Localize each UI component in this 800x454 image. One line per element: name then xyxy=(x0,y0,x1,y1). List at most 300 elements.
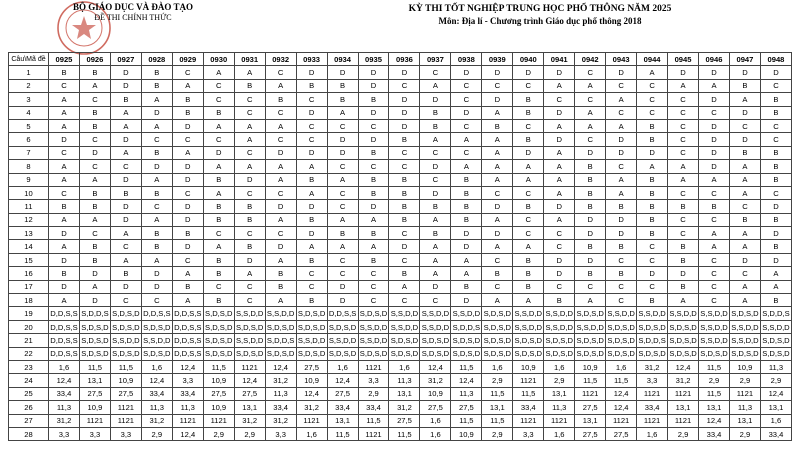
answer-cell: C xyxy=(420,66,451,79)
answer-cell: 1121 xyxy=(358,427,389,440)
answer-cell: D xyxy=(327,133,358,146)
answer-cell: D xyxy=(575,227,606,240)
table-row xyxy=(9,119,792,132)
answer-cell: 2,9 xyxy=(729,427,760,440)
answer-cell: A xyxy=(265,173,296,186)
ministry-name: BỘ GIÁO DỤC VÀ ĐÀO TẠO xyxy=(73,2,193,12)
answer-cell: D xyxy=(451,227,482,240)
answer-cell: B xyxy=(699,200,730,213)
question-number: 21 xyxy=(9,334,49,347)
answer-cell: C xyxy=(389,294,420,307)
answer-cell: D xyxy=(110,200,141,213)
answer-cell: D xyxy=(79,294,110,307)
answer-cell: D,D,S,S xyxy=(141,307,172,320)
answer-cell: 13,1 xyxy=(482,401,513,414)
answer-cell: B xyxy=(575,240,606,253)
answer-cell: 11,3 xyxy=(729,401,760,414)
answer-cell: S,D,S,D xyxy=(668,334,699,347)
answer-cell: D xyxy=(575,253,606,266)
answer-cell: D xyxy=(699,119,730,132)
answer-cell: C xyxy=(358,119,389,132)
answer-cell: 11,5 xyxy=(482,414,513,427)
answer-cell: A xyxy=(668,173,699,186)
answer-cell: B xyxy=(49,66,80,79)
answer-cell: D,D,S,S xyxy=(172,334,203,347)
answer-cell: A xyxy=(729,280,760,293)
answer-cell: B xyxy=(760,106,791,119)
answer-cell: D xyxy=(513,146,544,159)
answer-cell: D xyxy=(265,200,296,213)
answer-cell: B xyxy=(296,79,327,92)
answer-cell: A xyxy=(544,213,575,226)
answer-cell: C xyxy=(327,160,358,173)
answer-cell: S,D,S,D xyxy=(203,307,234,320)
answer-cell: A xyxy=(110,119,141,132)
answer-cell: A xyxy=(451,133,482,146)
answer-cell: A xyxy=(203,240,234,253)
answer-cell: 2,9 xyxy=(699,374,730,387)
exam-code-header: 0947 xyxy=(729,53,760,66)
answer-cell: D xyxy=(141,160,172,173)
answer-cell: S,D,D,S xyxy=(760,307,791,320)
answer-cell: B xyxy=(760,213,791,226)
answer-cell: S,D,S,D xyxy=(358,307,389,320)
answer-cell: D xyxy=(606,66,637,79)
answer-cell: B xyxy=(358,173,389,186)
answer-cell: S,S,D,D xyxy=(265,307,296,320)
answer-cell: D xyxy=(668,66,699,79)
answer-cell: A xyxy=(327,173,358,186)
answer-cell: A xyxy=(79,79,110,92)
answer-cell: B xyxy=(513,280,544,293)
answer-cell: 27,5 xyxy=(575,427,606,440)
answer-cell: D,D,S,S xyxy=(49,334,80,347)
answer-cell: S,D,S,D xyxy=(760,347,791,360)
answer-cell: 12,4 xyxy=(327,374,358,387)
question-number: 19 xyxy=(9,307,49,320)
answer-cell: 12,4 xyxy=(49,374,80,387)
answer-cell: B xyxy=(760,146,791,159)
answer-cell: S,D,D,S xyxy=(637,334,668,347)
answer-cell: C xyxy=(234,294,265,307)
document-header xyxy=(0,0,800,50)
answer-cell: C xyxy=(327,200,358,213)
exam-code-header: 0933 xyxy=(296,53,327,66)
answer-cell: 11,5 xyxy=(110,360,141,373)
answer-cell: C xyxy=(420,146,451,159)
answer-cell: B xyxy=(296,173,327,186)
answer-cell: B xyxy=(49,200,80,213)
answer-cell: 2,9 xyxy=(234,427,265,440)
answer-cell: D xyxy=(544,253,575,266)
answer-cell: C xyxy=(265,106,296,119)
answer-cell: 1121 xyxy=(668,387,699,400)
answer-cell: C xyxy=(606,160,637,173)
answer-cell: B xyxy=(575,186,606,199)
answer-cell: B xyxy=(327,93,358,106)
answer-cell: S,S,D,D xyxy=(729,320,760,333)
answer-cell: 1121 xyxy=(544,414,575,427)
answer-cell: A xyxy=(265,160,296,173)
answer-cell: A xyxy=(265,213,296,226)
answer-cell: A xyxy=(544,186,575,199)
answer-cell: C xyxy=(668,213,699,226)
answer-cell: D xyxy=(482,93,513,106)
answer-cell: D xyxy=(575,146,606,159)
question-number: 8 xyxy=(9,160,49,173)
answer-cell: C xyxy=(79,227,110,240)
answer-cell: A xyxy=(760,280,791,293)
answer-cell: C xyxy=(389,253,420,266)
answer-cell: 11,3 xyxy=(265,387,296,400)
answer-cell: A xyxy=(49,213,80,226)
answer-cell: C xyxy=(141,133,172,146)
answer-cell: S,D,S,D xyxy=(327,347,358,360)
answer-cell: A xyxy=(327,106,358,119)
answer-cell: S,D,S,D xyxy=(482,307,513,320)
answer-cell: 31,2 xyxy=(265,374,296,387)
answer-cell: S,S,D,D xyxy=(606,307,637,320)
answer-cell: C xyxy=(575,280,606,293)
answer-cell: D,D,S,S xyxy=(49,320,80,333)
answer-cell: 12,4 xyxy=(296,387,327,400)
answer-cell: C xyxy=(668,186,699,199)
answer-cell: C xyxy=(699,253,730,266)
answer-cell: 1,6 xyxy=(544,360,575,373)
answer-cell: B xyxy=(668,280,699,293)
answer-cell: C xyxy=(699,106,730,119)
answer-cell: D xyxy=(296,106,327,119)
answer-cell: 13,1 xyxy=(668,401,699,414)
answer-cell: C xyxy=(265,186,296,199)
answer-cell: A xyxy=(296,240,327,253)
answer-cell: B xyxy=(234,240,265,253)
answer-cell: 33,4 xyxy=(760,427,791,440)
answer-cell: S,D,S,D xyxy=(110,320,141,333)
answer-cell: 1121 xyxy=(234,360,265,373)
answer-cell: 13,1 xyxy=(79,374,110,387)
answer-cell: 1121 xyxy=(729,387,760,400)
answer-cell: D,D,S,S xyxy=(172,307,203,320)
answer-cell: A xyxy=(729,93,760,106)
exam-code-header: 0930 xyxy=(203,53,234,66)
question-number: 27 xyxy=(9,414,49,427)
answer-cell: 2,9 xyxy=(141,427,172,440)
answer-cell: A xyxy=(544,173,575,186)
answer-cell: A xyxy=(420,267,451,280)
answer-cell: D xyxy=(296,200,327,213)
answer-cell: B xyxy=(637,133,668,146)
answer-cell: 11,5 xyxy=(327,427,358,440)
answer-cell: C xyxy=(729,267,760,280)
answer-cell: C xyxy=(668,93,699,106)
answer-cell: B xyxy=(172,106,203,119)
answer-cell: 10,9 xyxy=(513,360,544,373)
answer-cell: C xyxy=(296,133,327,146)
answer-cell: B xyxy=(420,119,451,132)
answer-cell: C xyxy=(575,93,606,106)
table-row xyxy=(9,374,792,387)
answer-cell: B xyxy=(668,200,699,213)
answer-cell: 31,2 xyxy=(265,414,296,427)
answer-cell: A xyxy=(110,227,141,240)
answer-cell: 3,3 xyxy=(265,427,296,440)
answer-cell: D xyxy=(296,146,327,159)
answer-cell: D xyxy=(49,253,80,266)
answer-cell: 11,5 xyxy=(358,414,389,427)
answer-cell: 1,6 xyxy=(420,427,451,440)
answer-cell: 27,5 xyxy=(606,427,637,440)
answer-cell: A xyxy=(203,66,234,79)
answer-cell: 1121 xyxy=(575,387,606,400)
answer-cell: B xyxy=(203,294,234,307)
answer-cell: D xyxy=(699,133,730,146)
answer-cell: C xyxy=(327,186,358,199)
answer-cell: A xyxy=(49,173,80,186)
answer-cell: C xyxy=(513,227,544,240)
answer-cell: C xyxy=(699,213,730,226)
answer-cell: A xyxy=(482,240,513,253)
table-row xyxy=(9,334,792,347)
answer-cell: 10,9 xyxy=(110,374,141,387)
answer-cell: 10,9 xyxy=(420,387,451,400)
answer-cell: A xyxy=(699,227,730,240)
answer-cell: A xyxy=(110,106,141,119)
answer-cell: 33,4 xyxy=(172,387,203,400)
answer-cell: D xyxy=(110,133,141,146)
answer-cell: S,D,S,D xyxy=(668,320,699,333)
answer-cell: B xyxy=(760,294,791,307)
answer-cell: D xyxy=(575,213,606,226)
answer-cell: A xyxy=(49,119,80,132)
question-number: 25 xyxy=(9,387,49,400)
answer-cell: A xyxy=(637,160,668,173)
answer-cell: B xyxy=(203,173,234,186)
answer-cell: S,S,D,D xyxy=(420,320,451,333)
answer-cell: 11,3 xyxy=(451,387,482,400)
answer-cell: C xyxy=(637,79,668,92)
answer-cell: B xyxy=(544,294,575,307)
answer-cell: 33,4 xyxy=(513,401,544,414)
answer-cell: C xyxy=(668,119,699,132)
answer-cell: D xyxy=(637,267,668,280)
table-row xyxy=(9,173,792,186)
answer-cell: D xyxy=(451,106,482,119)
answer-cell: 27,5 xyxy=(327,387,358,400)
answer-cell: C xyxy=(637,240,668,253)
answer-cell: C xyxy=(265,66,296,79)
answer-cell: B xyxy=(49,267,80,280)
answer-cell: C xyxy=(482,253,513,266)
answer-cell: C xyxy=(172,133,203,146)
answer-cell: S,S,D,D xyxy=(234,307,265,320)
answer-cell: S,D,S,D xyxy=(513,334,544,347)
answer-cell: A xyxy=(729,227,760,240)
question-number: 2 xyxy=(9,79,49,92)
answer-cell: D xyxy=(420,160,451,173)
answer-cell: 33,4 xyxy=(49,387,80,400)
answer-cell: 12,4 xyxy=(172,360,203,373)
answer-cell: S,S,D,D xyxy=(358,320,389,333)
answer-cell: D xyxy=(451,66,482,79)
question-number: 26 xyxy=(9,401,49,414)
answer-cell: A xyxy=(729,294,760,307)
answer-cell: A xyxy=(575,79,606,92)
answer-cell: S,S,D,D xyxy=(420,307,451,320)
answer-cell: A xyxy=(637,66,668,79)
answer-cell: S,S,D,D xyxy=(234,334,265,347)
answer-cell: C xyxy=(451,79,482,92)
answer-cell: B xyxy=(451,213,482,226)
answer-cell: C xyxy=(358,294,389,307)
answer-cell: 12,4 xyxy=(451,374,482,387)
answer-cell: S,D,S,D xyxy=(451,347,482,360)
answer-cell: B xyxy=(358,93,389,106)
answer-cell: C xyxy=(760,186,791,199)
answer-cell: D,D,S,S xyxy=(49,347,80,360)
answer-cell: B xyxy=(203,253,234,266)
answer-cell: 12,4 xyxy=(699,414,730,427)
answer-cell: B xyxy=(637,213,668,226)
answer-cell: C xyxy=(575,66,606,79)
answer-cell: C xyxy=(172,253,203,266)
answer-cell: S,D,S,D xyxy=(358,347,389,360)
answer-cell: B xyxy=(513,253,544,266)
answer-cell: 10,9 xyxy=(575,360,606,373)
answer-cell: B xyxy=(203,267,234,280)
exam-code-header: 0948 xyxy=(760,53,791,66)
answer-cell: S,D,S,D xyxy=(234,347,265,360)
answer-cell: C xyxy=(544,280,575,293)
table-header-row xyxy=(9,53,792,66)
answer-cell: 10,9 xyxy=(203,401,234,414)
table-row xyxy=(9,133,792,146)
answer-cell: 12,4 xyxy=(172,427,203,440)
answer-cell: 2,9 xyxy=(482,374,513,387)
answer-cell: C xyxy=(49,186,80,199)
answer-cell: D xyxy=(234,253,265,266)
answer-cell: B xyxy=(234,213,265,226)
answer-cell: S,D,S,D xyxy=(575,347,606,360)
answer-cell: 1121 xyxy=(637,387,668,400)
exam-code-header: 0936 xyxy=(389,53,420,66)
answer-cell: D,D,S,S xyxy=(49,307,80,320)
answer-cell: C xyxy=(637,253,668,266)
answer-cell: C xyxy=(172,186,203,199)
answer-cell: B xyxy=(141,227,172,240)
answer-cell: A xyxy=(141,213,172,226)
answer-cell: B xyxy=(79,240,110,253)
answer-cell: S,D,S,D xyxy=(203,334,234,347)
answer-cell: C xyxy=(265,133,296,146)
answer-cell: B xyxy=(141,146,172,159)
answer-cell: 3,3 xyxy=(637,374,668,387)
question-number: 18 xyxy=(9,294,49,307)
answer-cell: S,S,D,D xyxy=(513,320,544,333)
answer-cell: A xyxy=(699,79,730,92)
answer-cell: B xyxy=(389,186,420,199)
question-number: 14 xyxy=(9,240,49,253)
question-number: 6 xyxy=(9,133,49,146)
answer-cell: C xyxy=(482,280,513,293)
answer-cell: A xyxy=(729,173,760,186)
exam-code-header: 0943 xyxy=(606,53,637,66)
answer-cell: A xyxy=(49,106,80,119)
answer-cell: A xyxy=(141,173,172,186)
answer-cell: B xyxy=(451,173,482,186)
answer-cell: B xyxy=(575,267,606,280)
answer-cell: D xyxy=(760,227,791,240)
answer-cell: A xyxy=(544,160,575,173)
answer-cell: D xyxy=(327,280,358,293)
answer-cell: C xyxy=(234,93,265,106)
answer-cell: B xyxy=(110,267,141,280)
answer-cell: A xyxy=(451,160,482,173)
answer-cell: 11,5 xyxy=(389,427,420,440)
answer-cell: D xyxy=(234,173,265,186)
question-number: 10 xyxy=(9,186,49,199)
answer-cell: A xyxy=(544,119,575,132)
answer-cell: A xyxy=(451,253,482,266)
answer-cell: B xyxy=(575,200,606,213)
answer-cell: C xyxy=(606,253,637,266)
answer-cell: S,S,D,D xyxy=(110,334,141,347)
answer-cell: S,D,S,D xyxy=(110,307,141,320)
answer-cell: 31,2 xyxy=(637,360,668,373)
answer-cell: A xyxy=(451,267,482,280)
answer-cell: D xyxy=(699,160,730,173)
answer-cell: S,S,D,D xyxy=(729,334,760,347)
table-row xyxy=(9,66,792,79)
answer-cell: D xyxy=(110,213,141,226)
answer-cell: S,D,S,D xyxy=(141,320,172,333)
answer-cell: S,S,D,D xyxy=(699,307,730,320)
answer-cell: B xyxy=(389,173,420,186)
answer-cell: 11,5 xyxy=(513,387,544,400)
exam-code-header: 0925 xyxy=(49,53,80,66)
question-number: 28 xyxy=(9,427,49,440)
answer-cell: B xyxy=(420,106,451,119)
answer-cell: 10,9 xyxy=(203,374,234,387)
answer-cell: C xyxy=(389,146,420,159)
answer-cell: 3,3 xyxy=(110,427,141,440)
table-row xyxy=(9,280,792,293)
answer-cell: S,D,S,D xyxy=(265,347,296,360)
answer-cell: A xyxy=(699,240,730,253)
answer-cell: A xyxy=(203,160,234,173)
answer-cell: B xyxy=(513,93,544,106)
answer-cell: 1121 xyxy=(110,414,141,427)
answer-cell: 13,1 xyxy=(327,414,358,427)
answer-cell: B xyxy=(141,66,172,79)
answer-cell: 11,5 xyxy=(575,374,606,387)
exam-code-header: 0937 xyxy=(420,53,451,66)
answer-cell: S,D,S,D xyxy=(668,347,699,360)
table-row xyxy=(9,294,792,307)
answer-cell: C xyxy=(234,227,265,240)
answer-cell: S,D,S,D xyxy=(265,320,296,333)
answer-cell: A xyxy=(606,186,637,199)
answer-cell: D xyxy=(358,66,389,79)
answer-cell: A xyxy=(49,294,80,307)
table-row xyxy=(9,146,792,159)
answer-cell: 33,4 xyxy=(327,401,358,414)
answer-cell: S,S,D,D xyxy=(637,307,668,320)
answer-cell: D xyxy=(482,200,513,213)
answer-cell: D,D,S,S xyxy=(172,347,203,360)
answer-cell: D xyxy=(606,213,637,226)
exam-code-header: 0945 xyxy=(668,53,699,66)
